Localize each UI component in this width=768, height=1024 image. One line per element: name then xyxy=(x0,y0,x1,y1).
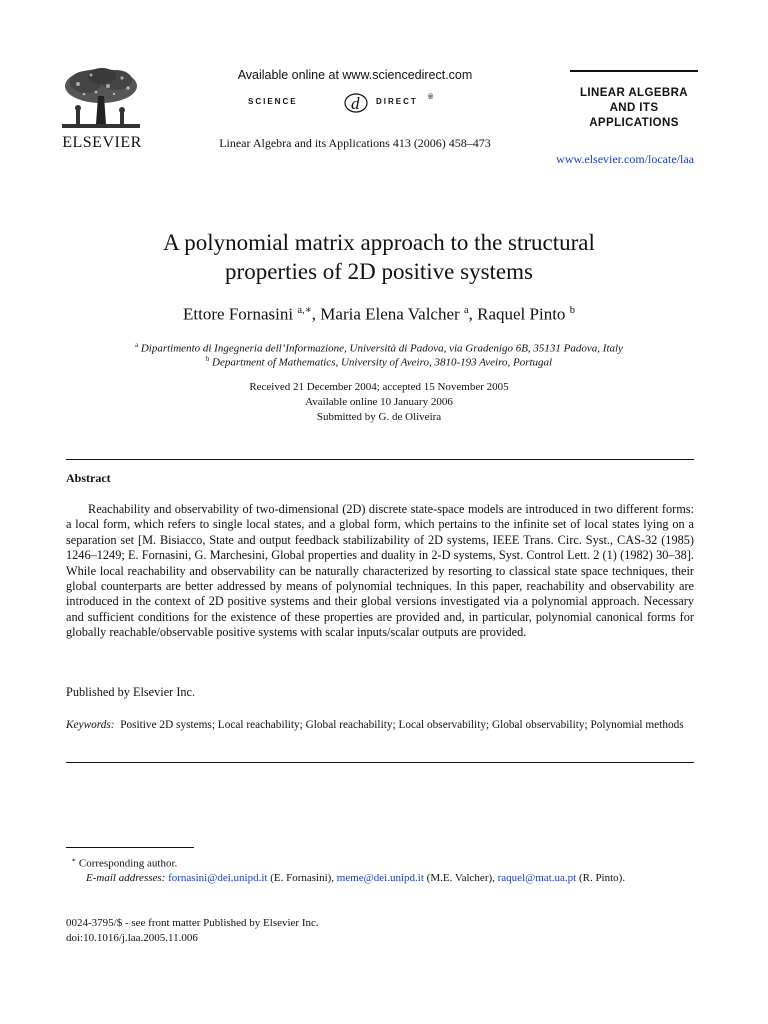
journal-name-line: LINEAR ALGEBRA xyxy=(579,87,689,99)
available-online-text: Available online at www.sciencedirect.com xyxy=(237,68,473,82)
journal-name-line: AND ITS xyxy=(609,102,659,114)
author-name: Ettore Fornasini xyxy=(183,304,294,324)
affiliation-mark: a xyxy=(135,342,139,349)
footnotes xyxy=(66,854,694,886)
email-link[interactable]: meme@dei.unipd.it xyxy=(336,872,424,885)
affiliation-mark: b xyxy=(205,356,210,363)
email-label: E-mail addresses: xyxy=(86,872,166,885)
footnote-star: ∗ xyxy=(71,857,77,864)
author-marks: a,∗ xyxy=(297,305,312,316)
author-list xyxy=(64,304,694,325)
sciencedirect-logo xyxy=(230,88,480,118)
author-separator: , xyxy=(311,304,321,324)
author-name: Raquel Pinto xyxy=(477,304,566,324)
author-marks: a xyxy=(463,305,469,316)
publisher-name: ELSEVIER xyxy=(62,134,142,151)
abstract-bottom-rule xyxy=(66,762,694,763)
email-owner: (R. Pinto). xyxy=(576,872,626,885)
abstract-paragraph: Reachability and observability of two-dimensional (2D) discrete state-space models are introduced in two different forms: a local form, which refers to single local states, and a global form, which pertains to the infinite set of local states lying on a separation set [M. Bisiacco, State and output feedback stabilizability of 2D systems, IEEE Trans. Circ. Syst., CAS-32 (1985) 1246–1249; E. Fornasini, G. Marchesini, Global properties and duality in 2-D systems, Syst. Control Lett. 2 (1) (1982) 30–38]. While local reachability and observability can be naturally characterized by resorting to classical state space techniques, their global counterparts are better addressed by means of polynomial techniques. In this paper, reachability and observability are introduced in the context of 2D positive systems and their global versions investigated via a polynomial approach. Necessary and sufficient conditions for the existence of these properties are provided and, in particular, polynomial canonical forms for globally reachable/observable positive systems with scalar inputs/scalar outputs are provided. xyxy=(66,502,694,640)
science-word: SCIENCE xyxy=(248,97,298,106)
journal-citation: Linear Algebra and its Applications 413 (2006) 458–473 xyxy=(219,136,491,150)
corresponding-author-text: Corresponding author. xyxy=(78,857,178,870)
affiliation-text: Department of Mathematics, University of Aveiro, 3810-193 Aveiro, Portugal xyxy=(212,356,553,369)
author-name: Maria Elena Valcher xyxy=(320,304,460,324)
affiliation-b xyxy=(64,356,694,369)
keywords-label: Keywords: xyxy=(66,719,115,731)
published-by: Published by Elsevier Inc. xyxy=(66,685,196,699)
email-owner: (E. Fornasini), xyxy=(267,872,337,885)
direct-word: DIRECT xyxy=(376,97,418,106)
sciencedirect-d-icon xyxy=(342,88,370,121)
abstract-body xyxy=(66,502,694,641)
svg-text:d: d xyxy=(351,94,360,113)
affiliation-text: Dipartimento di Ingegneria dell’Informazione, Università di Padova, via Gradenigo 6B, 35131 Padova, Italy xyxy=(140,342,623,355)
corresponding-author-note xyxy=(66,854,694,871)
journal-name-line: APPLICATIONS xyxy=(589,117,679,129)
email-link[interactable]: raquel@mat.ua.pt xyxy=(497,872,577,885)
footnote-rule xyxy=(66,847,194,848)
abstract-top-rule xyxy=(66,459,694,460)
issn-line: 0024-3795/$ - see front matter Published by Elsevier Inc. xyxy=(66,917,319,929)
email-addresses xyxy=(66,871,694,886)
keywords-text: Positive 2D systems; Local reachability; Global reachability; Local observability; Global observability; Polynomial methods xyxy=(120,719,684,731)
author-marks: b xyxy=(569,305,575,316)
doi-line: doi:10.1016/j.laa.2005.11.006 xyxy=(66,932,198,944)
title-line: A polynomial matrix approach to the structural xyxy=(163,230,595,255)
abstract-heading: Abstract xyxy=(66,471,111,485)
email-owner: (M.E. Valcher), xyxy=(423,872,498,885)
submitted-by: Submitted by G. de Oliveira xyxy=(316,411,442,423)
journal-name-block xyxy=(570,70,698,131)
trademark-symbol: ® xyxy=(428,94,436,101)
author-separator: , xyxy=(468,304,478,324)
front-matter xyxy=(66,916,319,946)
available-date: Available online 10 January 2006 xyxy=(305,396,453,408)
journal-url-link[interactable]: www.elsevier.com/locate/laa xyxy=(556,152,694,166)
paper-title xyxy=(64,228,694,286)
affiliation-a xyxy=(64,342,694,355)
keywords xyxy=(66,718,694,733)
received-date: Received 21 December 2004; accepted 15 November 2005 xyxy=(249,381,509,393)
email-link[interactable]: fornasini@dei.unipd.it xyxy=(168,872,268,885)
title-line: properties of 2D positive systems xyxy=(225,259,533,284)
